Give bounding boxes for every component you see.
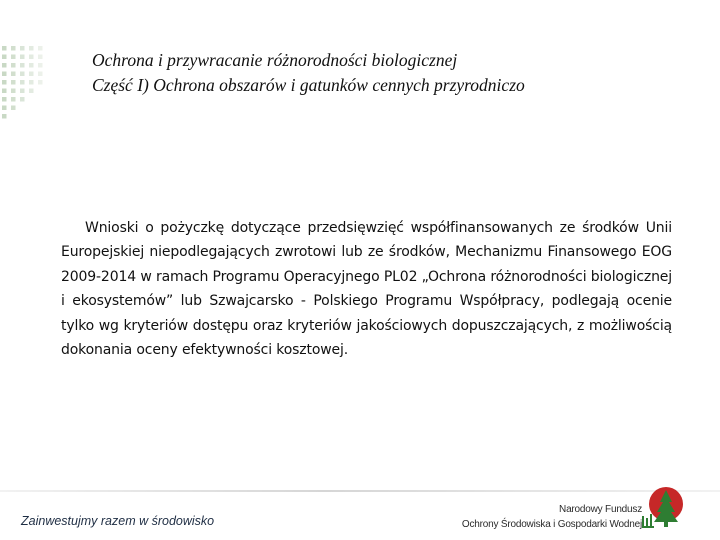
- dot: [2, 114, 7, 119]
- dot: [38, 63, 43, 68]
- dot: [11, 72, 16, 77]
- dot: [2, 106, 7, 111]
- dot: [38, 46, 43, 51]
- dot: [11, 63, 16, 68]
- dot: [11, 97, 16, 102]
- dot-grid-icon: [0, 44, 60, 124]
- dot: [29, 63, 34, 68]
- dot: [11, 106, 16, 111]
- slide-title: [92, 48, 702, 98]
- dot: [20, 55, 25, 60]
- dot: [2, 89, 7, 94]
- fund-name-line-1: Narodowy Fundusz: [559, 504, 642, 515]
- fund-name: [462, 502, 642, 532]
- dot: [2, 80, 7, 85]
- dot: [29, 72, 34, 77]
- dot: [38, 80, 43, 85]
- dot: [2, 63, 7, 68]
- dot: [2, 46, 7, 51]
- dot: [2, 72, 7, 77]
- dot: [11, 89, 16, 94]
- dot: [29, 80, 34, 85]
- title-line-1: Ochrona i przywracanie różnorodności biologicznej: [92, 50, 458, 70]
- nfosigw-logo-icon: [640, 484, 688, 532]
- dot: [38, 72, 43, 77]
- title-line-2: Część I) Ochrona obszarów i gatunków cennych przyrodniczo: [92, 75, 525, 95]
- dot: [2, 55, 7, 60]
- dot: [20, 63, 25, 68]
- dot: [2, 97, 7, 102]
- dot: [11, 46, 16, 51]
- logo-grass-shape: [642, 514, 654, 528]
- logo-trunk-shape: [664, 522, 668, 527]
- dot: [20, 97, 25, 102]
- dot: [38, 55, 43, 60]
- fund-name-line-2: Ochrony Środowiska i Gospodarki Wodnej: [461, 519, 642, 530]
- dot: [20, 72, 25, 77]
- dot: [20, 46, 25, 51]
- body-paragraph: Wnioski o pożyczkę dotyczące przedsięwzięć współfinansowanych ze środków Unii Europejskiej niepodlegających zwrotowi lub ze środków, Mechanizmu Finansowego EOG 2009-2014 w ramach Programu Operacyjnego PL02 „Ochrona różnorodności biologicznej i ekosystemów” lub Szwajcarsko - Polskiego Programu Współpracy, podlegają ocenie tylko wg kryteriów dostępu oraz kryteriów jakościowych dopuszczających, z możliwością dokonania oceny efektywności kosztowej.: [61, 220, 672, 359]
- dot: [20, 80, 25, 85]
- dot: [29, 89, 34, 94]
- footer-slogan: Zainwestujmy razem w środowisko: [21, 514, 215, 528]
- dot: [29, 46, 34, 51]
- dot: [29, 55, 34, 60]
- dot: [20, 89, 25, 94]
- dot: [11, 55, 16, 60]
- footer-divider: [0, 490, 720, 492]
- dot: [11, 80, 16, 85]
